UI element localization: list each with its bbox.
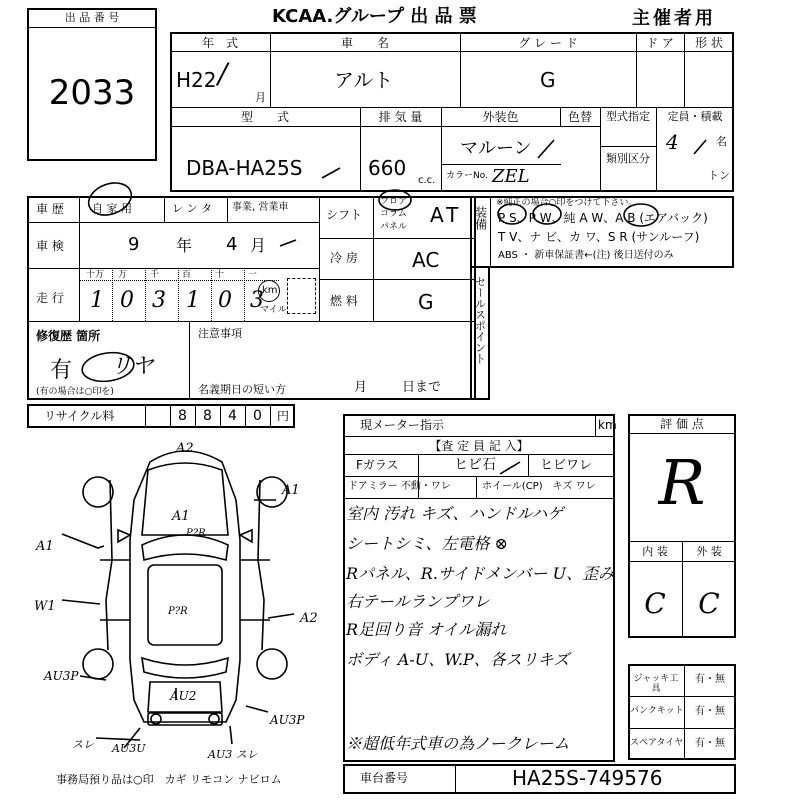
equipment-note: ※純正の場合○印をつけて下さい。 (496, 198, 638, 208)
displacement-unit: c.c. (418, 175, 436, 186)
diagram-mark: AU2 (170, 689, 197, 703)
capacity-value: 4 (666, 130, 679, 154)
chassis-value: HA25S-749576 (512, 766, 663, 790)
mileage-digit: 1 (90, 288, 104, 313)
mileage-digit: 0 (120, 288, 134, 313)
name-value: アルト (334, 68, 394, 92)
history-private: 自 家 用 (92, 202, 132, 215)
diagram-mark: W1 (34, 599, 56, 614)
recycle-label: リサイクル料 (44, 409, 115, 423)
repair-value: 有 (50, 358, 73, 383)
month-mark: 月 (255, 91, 266, 104)
exterior-grade: C (698, 587, 720, 620)
aircon-label: 冷 房 (330, 251, 358, 265)
model-value: DBA-HA25S (186, 156, 303, 180)
mileage-unit: 十 (215, 270, 225, 280)
mirror-label: ドアミラー 不動・ワレ (348, 481, 451, 492)
mileage-km: km (262, 285, 278, 296)
comment-line: R足回り音 オイル漏れ (346, 620, 507, 639)
expiry-label: 名義期日の短い方 (198, 383, 286, 396)
diagram-mark: AU3U (112, 742, 146, 755)
meter-unit: km (598, 418, 617, 432)
equipment-row1: P S、P W、純 A W、A B (エアバック) (498, 211, 708, 225)
grade-value: R (658, 446, 706, 519)
displacement-label: 排 気 量 (378, 110, 423, 124)
color-no-label: カラーNo. (446, 171, 488, 181)
load-unit: トン (708, 169, 730, 182)
shape-label: 形 状 (695, 36, 723, 50)
diagram-mark: P?R (168, 606, 188, 617)
inspection-label: 車 検 (36, 239, 64, 253)
ext-color-label: 外装色 (482, 110, 519, 124)
form-title: KCAA.グループ 出 品 票 (272, 6, 477, 27)
mileage-digit: 3 (250, 288, 264, 313)
lot-number-value: 2033 (48, 73, 136, 113)
ext-color-value: マルーン (460, 138, 532, 159)
diagram-mark: A1 (36, 539, 54, 554)
color-change-label: 色替 (567, 110, 592, 124)
name-label: 車 名 (340, 36, 389, 50)
diagram-mark: A1 (172, 509, 190, 524)
inspector-title: 【査 定 員 記 入】 (429, 439, 529, 453)
recycle-digit: 4 (228, 408, 237, 424)
comment-line: ボディ A-U、W.P、各スリキズ (346, 650, 570, 669)
inspection-month-unit: 月 (250, 236, 267, 255)
mileage-digit: 1 (186, 288, 200, 313)
mileage-digit: 0 (218, 288, 232, 313)
diagram-mark: P?R (186, 528, 206, 539)
shift-floor: フロア (380, 197, 408, 207)
fglass-value: ヒビ石 (454, 457, 496, 473)
grade-label: グ レ ー ド (518, 36, 578, 50)
comment-line: シートシミ、左電格 ⊗ (346, 534, 508, 553)
model-label: 型 式 (240, 110, 289, 124)
fuel-label: 燃 料 (330, 294, 358, 308)
comment-line: ※超低年式車の為ノークレーム (346, 734, 570, 753)
grade-value: G (540, 68, 556, 92)
chassis-label: 車台番号 (360, 771, 409, 785)
accessory-label: パンクキット (630, 706, 684, 716)
shift-value: AT (430, 203, 463, 227)
comment-line: 室内 汚れ キズ、ハンドルハゲ (346, 504, 564, 523)
mileage-unit: 一 (248, 270, 258, 280)
comment-line: Rパネル、R.サイドメンバー U、歪み (346, 564, 615, 583)
lot-number-label: 出 品 番 号 (64, 11, 120, 24)
grade-label: 評 価 点 (660, 417, 704, 431)
equipment-row3: ABS ・ 新車保証書←(注) 後日送付のみ (498, 250, 674, 261)
door-label: ド ア (646, 36, 674, 50)
recycle-unit: 円 (277, 409, 290, 423)
equipment-row2: T V、ナ ビ、カ ワ、S R (サンルーフ) (498, 230, 700, 244)
type-designation-label: 型式指定 (606, 110, 650, 123)
capacity-label: 定員・積載 (667, 110, 723, 123)
form-role: 主催者用 (632, 8, 716, 29)
expiry-month: 月 (354, 380, 368, 395)
displacement-value: 660 (368, 156, 407, 180)
accessory-value: 有・無 (695, 674, 725, 685)
repair-label: 修復歴 箇所 (36, 329, 101, 343)
fglass-crack: ヒビワレ (540, 458, 593, 473)
mileage-unit: 百 (182, 270, 192, 280)
year-slash: / (218, 57, 228, 90)
mileage-unit: 万 (118, 270, 128, 280)
accessory-label: スペアタイヤ (630, 738, 684, 748)
recycle-digit: 8 (178, 408, 187, 424)
repair-note: (有の場合は○印を) (36, 387, 114, 397)
repair-detail: リヤ (110, 354, 154, 379)
history-label: 車 歴 (36, 202, 64, 216)
diagram-mark: スレ (72, 738, 94, 751)
mileage-mile: マイル (260, 305, 287, 315)
inspection-year-unit: 年 (176, 236, 193, 255)
history-rental: レ ン タ (172, 202, 212, 215)
fglass-label: Fガラス (356, 458, 399, 472)
recycle-digit: 0 (253, 408, 262, 424)
diagram-mark: AU3P (270, 713, 305, 727)
expiry-day: 日まで (402, 380, 442, 395)
accessory-value: 有・無 (695, 706, 725, 717)
wheel-label: ホイール(CP) キズ ワレ (482, 481, 596, 492)
capacity-unit: 名 (716, 135, 727, 148)
notes-label: 注意事項 (198, 327, 242, 340)
diagram-mark: A1 (282, 483, 300, 498)
fuel-value: G (418, 290, 434, 314)
class-label: 類別区分 (606, 152, 650, 165)
accessory-label: ジャッキ工具 (633, 674, 679, 694)
exterior-label: 外 装 (696, 545, 722, 558)
mileage-unit: 十万 (86, 270, 105, 280)
history-business: 事業, 営業車 (232, 202, 289, 213)
diagram-mark: AU3P (44, 669, 79, 683)
inspection-year: 9 (128, 234, 140, 255)
equipment-label: 装備 (473, 206, 488, 230)
accessory-value: 有・無 (695, 738, 725, 749)
diagram-mark: A2 (176, 441, 194, 456)
diagram-mark: A2 (300, 611, 318, 626)
shift-panel: パネル (380, 222, 408, 232)
mileage-digit: 3 (152, 288, 166, 313)
diagram-mark: AU3 スレ (208, 748, 258, 761)
recycle-digit: 8 (203, 408, 212, 424)
interior-label: 内 装 (642, 545, 668, 558)
inspection-month: 4 (226, 234, 238, 255)
mile-checkbox[interactable] (287, 278, 316, 314)
comment-line: 右テールランプワレ (346, 592, 490, 611)
interior-grade: C (644, 587, 666, 620)
year-label: 年 式 (201, 36, 238, 50)
aircon-value: AC (412, 248, 440, 272)
shift-column: コラム (380, 209, 407, 219)
sales-point-label: セールスポイント (473, 276, 487, 364)
shift-label: シフト (326, 208, 363, 222)
year-value: H22 (176, 68, 217, 92)
meter-label: 現メーター指示 (360, 418, 445, 432)
color-no-value: ZEL (492, 166, 530, 187)
office-items: 事務局預り品は○印 カギ リモコン ナビロム (56, 773, 282, 786)
mileage-unit: 千 (150, 270, 160, 280)
mileage-label: 走 行 (36, 291, 64, 305)
